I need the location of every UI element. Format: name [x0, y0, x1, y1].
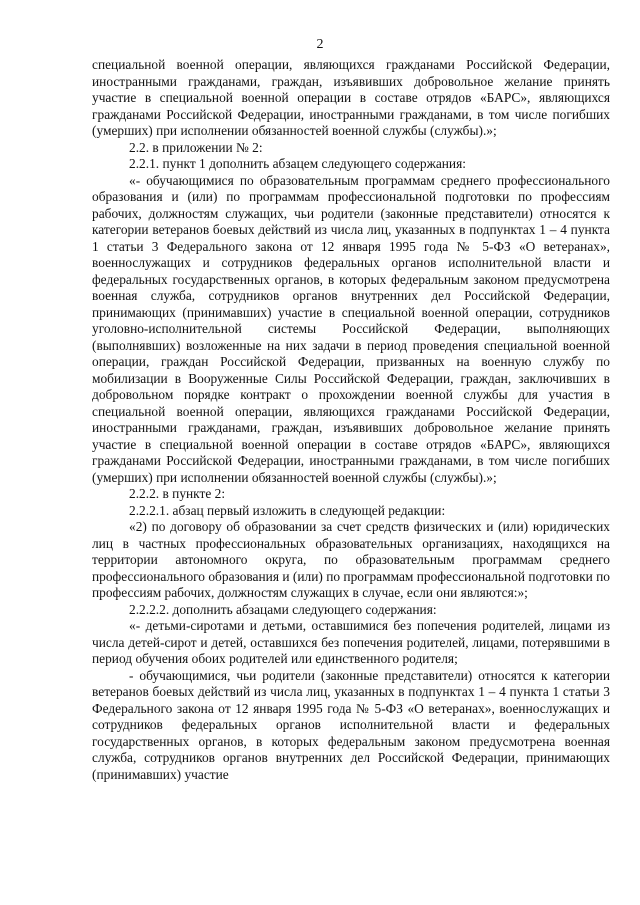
paragraph: «2) по договору об образовании за счет средств физических и (или) юридических лиц в частных профессиональных образовательных организациях, находящихся на территории автономного округа, по образовательным программам среднего профессионального образования и (или) по программам профессиональной подготовки по профессиям рабочих, должностям служащих в случае, если они являются:»; [92, 519, 610, 600]
paragraph: - обучающимися, чьи родители (законные представители) относятся к категории ветеранов боевых действий из числа лиц, указанных в подпунктах 1 – 4 пункта 1 статьи 3 Федерального закона от 12 января 1995 года № 5-ФЗ «О ветеранах», военнослужащих и сотрудников федеральных органов исполнительной власти и федеральных государственных органов, в которых федеральным законом предусмотрена военная служба, сотрудников органов внутренних дел Российской Федерации, принимающих (принимавших) участие [92, 667, 610, 782]
paragraph: 2.2. в приложении № 2: [129, 139, 263, 155]
document-body [92, 57, 610, 783]
paragraph: 2.2.2.2. дополнить абзацами следующего содержания: [129, 601, 437, 617]
paragraph: «- детьми-сиротами и детьми, оставшимися без попечения родителей, лицами из числа детей-сирот и детей, оставшихся без попечения родителей, лицами, потерявшими в период обучения обоих родителей или единственного родителя; [92, 618, 610, 666]
paragraph: 2.2.2. в пункте 2: [129, 486, 226, 501]
paragraph: 2.2.2.1. абзац первый изложить в следующей редакции: [129, 502, 446, 518]
paragraph: «- обучающимися по образовательным программам среднего профессионального образования и (или) по программам профессиональной подготовки по профессиям рабочих, должностям служащих, чьи родители (законные представители) относятся к категории ветеранов боевых действий из числа лиц, указанных в подпунктах 1 – 4 пункта 1 статьи 3 Федерального закона от 12 января 1995 года № 5-ФЗ «О ветеранах», военнослужащих и сотрудников федеральных органов исполнительной власти и федеральных государственных органов, в которых федеральным законом предусмотрена военная служба, сотрудников органов внутренних дел Российской Федерации, принимающих (принимавших) участие в специальной военной операции, сотрудников уголовно-исполнительной системы Российской Федерации, выполняющих (выполнявших) возложенные на них задачи в период проведения специальной военной операции, граждан Российской Федерации, призванных на военную службу по мобилизации в Вооруженные Силы Российской Федерации, граждан, заключивших в добровольном порядке контракт о прохождении военной службы для участия в специальной военной операции, являющихся гражданами Российской Федерации, иностранными гражданами, граждан, изъявивших добровольное желание принять участие в специальной военной операции в составе отрядов «БАРС», являющихся гражданами Российской Федерации, иностранными гражданами, в том числе погибших (умерших) при исполнении обязанностей военной службы (службы).»; [92, 172, 610, 485]
paragraph: 2.2.1. пункт 1 дополнить абзацем следующего содержания: [129, 156, 466, 171]
page-number: 2 [316, 37, 324, 52]
paragraph: специальной военной операции, являющихся гражданами Российской Федерации, иностранными гражданами, граждан, изъявивших добровольное желание принять участие в специальной военной операции в составе отрядов «БАРС», являющихся гражданами Российской Федерации, иностранными гражданами, в том числе погибших (умерших) при исполнении обязанностей военной службы (службы).»; [92, 57, 610, 138]
